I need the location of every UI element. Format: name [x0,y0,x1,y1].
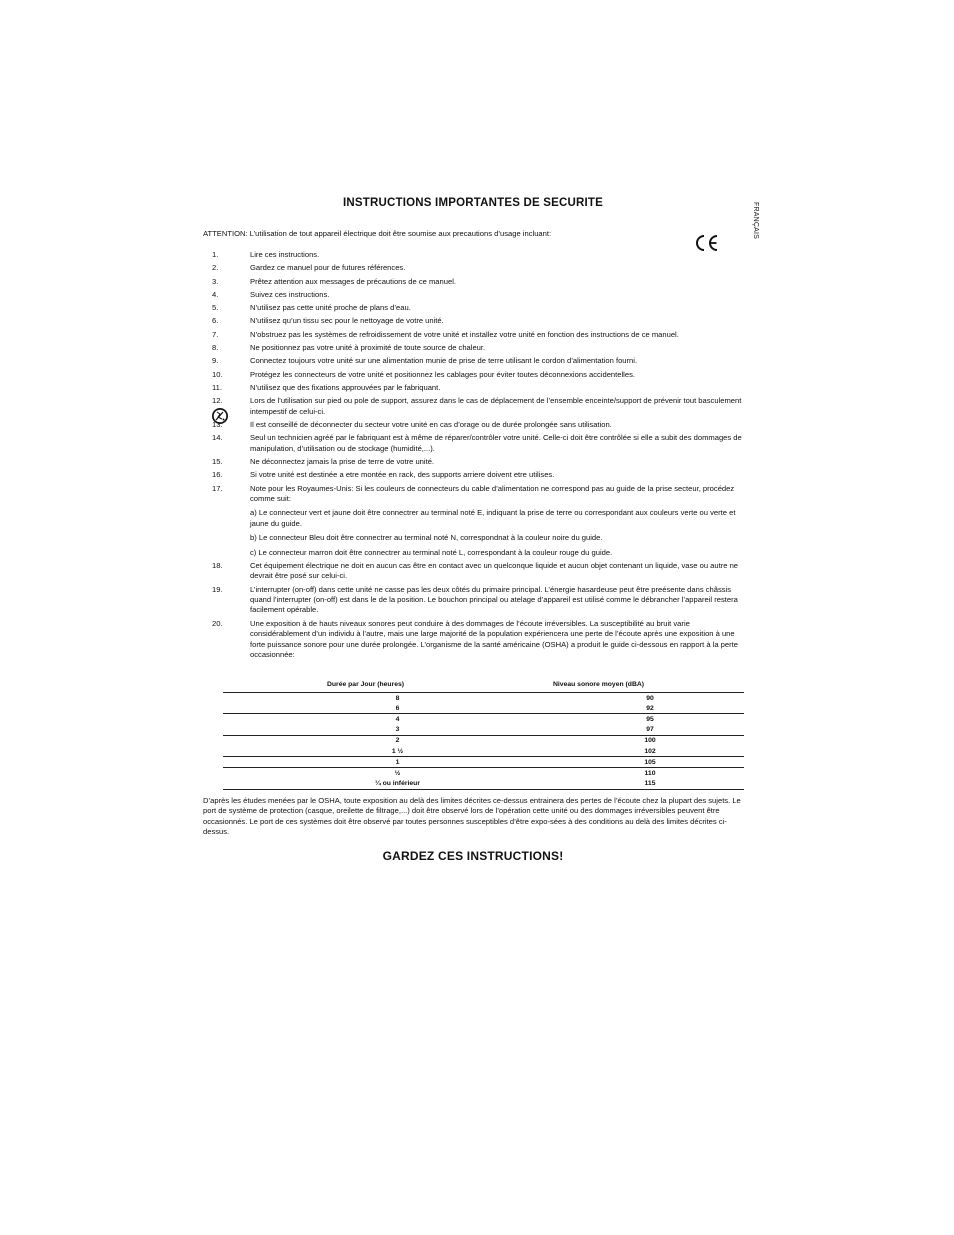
list-item [212,277,744,287]
level-cell: 97 [646,726,654,734]
list-item [212,343,744,353]
item-text: Cet équipement électrique ne doit en aucun cas être en contact avec un quelconque liquide et aucun objet contenant un liquide, vase ou autre ne devrait être posé sur celui-ci. [250,560,739,581]
table-row [223,746,744,756]
item-number: 6. [212,316,219,326]
list-item [212,316,744,326]
noise-exposure-table [223,676,744,790]
table-row [223,725,744,735]
item-text: L’interrupter (on-off) dans cette unité ne casse pas les deux côtés du primaire principal. L’énergie hasardeuse peut être preésente dans châssis quand l’interrupter (on-off) est dans le de la position. Le bouchon principal ou atelage d’appareil est utilisé comme le débrancher l’appareil restera facilement opérable. [250,584,738,615]
list-item [212,303,744,313]
item-number: 18. [212,560,223,570]
item-text: N’utilisez que des fixations approuvées par le fabriquant. [250,382,441,392]
list-item [212,330,744,340]
item-number: 8. [212,343,219,353]
list-item [212,457,744,467]
item-number: 10. [212,369,223,379]
list-item [212,484,744,558]
item-text: Note pour les Royaumes-Unis: Si les couleurs de connecteurs du cable d’alimentation ne correspond pas au guide de la prise secteur, procédez comme suit: [250,483,735,503]
duration-cell: 6 [395,704,400,712]
item-text: Si votre unité est destinée a etre montée en rack, des supports arriere doivent etre utilises. [250,470,555,480]
level-cell: 110 [644,769,656,777]
duration-cell: ¼ ou inférieur [375,780,420,788]
item-text: Lors de l’utilisation sur pied ou pole de support, assurez dans le cas de déplacement de l’ensemble enceinte/support de prévenir tout basculement intempestif de celui-ci. [250,396,742,416]
table-row [223,703,744,713]
item-subtext: a) Le connecteur vert et jaune doit être connectrer au terminal noté E, indiquant la prise de terre ou correspondant aux couleurs verte ou verte et jaune du guide. [250,508,736,528]
item-number: 9. [212,356,219,366]
list-item [212,619,744,661]
list-item [212,585,744,616]
item-text: Une exposition à de hauts niveaux sonores peut conduire à des dommages de l’écoute irréversibles. La susceptibilité au bruit varie considérablement d’un individu à l’autre, mais une large majorité de la population expériencera une perte de l’écoute après une exposition à une forte puissance sonore pour une durée prolongée. L’organisme de la santé américaine (OSHA) a produit le guide ci-dessous en rapport à la perte occasionnée: [250,618,738,659]
item-text: Suivez ces instructions. [250,289,330,299]
list-item [212,250,744,260]
list-item [212,420,744,430]
list-item [212,263,744,273]
item-number: 20. [212,618,223,628]
item-text: Connectez toujours votre unité sur une alimentation munie de prise de terre utilisant le cordon d’alimentation fourni. [250,356,638,366]
list-item [212,290,744,300]
page-title: INSTRUCTIONS IMPORTANTES DE SECURITE [343,197,603,209]
table-row [223,779,744,790]
table-row [223,756,744,767]
item-subtext: c) Le connecteur marron doit être connectrer au terminal noté L, correspondant à la couleur rouge du guide. [250,547,613,557]
osha-paragraph: D’après les études menées par le OSHA, toute exposition au delà des limites décrites ce-dessus entrainera des pertes de l’écoute chez la plupart des sujets. Le port de système de protection (casque, oreilette de filtrage,...) doit être observé lors de l’opération cette unité ou des dommages irréversibles peuvent être occasionnés. Le port de ces systèmes doit être observé par toutes personnes susceptibles d’être expo-sées à des conditions au delà des limites décrites ci-dessus. [203,796,741,836]
duration-cell: 8 [395,694,400,702]
item-text: Prêtez attention aux messages de précautions de ce manuel. [250,276,456,286]
list-item [212,561,744,582]
item-text: N’obstruez pas les systèmes de refroidissement de votre unité et installez votre unité en fonction des instructions de ce manuel. [250,329,679,339]
list-item [212,370,744,380]
level-cell: 92 [646,704,654,712]
item-number: 7. [212,329,219,339]
level-cell: 102 [644,747,656,755]
duration-cell: 1 ½ [391,747,404,755]
list-item [212,383,744,393]
level-cell: 105 [644,758,656,766]
item-text: Seul un technicien agréé par le fabriquant est à même de réparer/contrôler votre unité. Celle-ci doit être contrôlée si elle a subit des dommages de manipulation, d’utilisation ou de stockage (humidité,...). [250,433,742,453]
item-number: 5. [212,303,219,313]
item-subtext: b) Le connecteur Bleu doit être connectrer au terminal noté N, correspondnat à la couleur noire du guide. [250,533,603,543]
keep-instructions-title: GARDEZ CES INSTRUCTIONS! [382,849,564,863]
table-row [223,713,744,724]
duration-cell: 4 [395,715,400,723]
safety-instructions-list [212,250,744,663]
item-number: 13. [212,419,223,429]
duration-cell: 3 [395,726,400,734]
item-number: 16. [212,470,223,480]
item-number: 17. [212,483,223,493]
list-item [212,433,744,454]
item-number: 15. [212,456,223,466]
table-row [223,692,744,703]
list-item [212,356,744,366]
duration-cell: 2 [395,737,400,745]
item-text: Protégez les connecteurs de votre unité et positionnez les cablages pour éviter toutes déconnexions accidentelles. [250,369,635,379]
item-number: 1. [212,250,219,259]
duration-cell: ½ [394,769,401,777]
item-text: Il est conseillé de déconnecter du secteur votre unité en cas d’orage ou de durée prolongée sans utilisation. [250,419,612,429]
level-cell: 115 [644,780,656,788]
table-row [223,767,744,778]
list-item [212,396,744,417]
header-level: Niveau sonore moyen (dBA) [553,680,645,688]
header-duration: Durée par Jour (heures) [327,680,405,688]
item-text: Lire ces instructions. [250,250,320,259]
item-number: 12. [212,396,223,406]
level-cell: 100 [644,737,656,745]
table-header [223,676,744,692]
item-text: Ne positionnez pas votre unité à proximité de toute source de chaleur. [250,343,486,353]
item-text: Ne déconnectez jamais la prise de terre de votre unité. [250,456,435,466]
item-number: 4. [212,289,219,299]
item-number: 19. [212,584,223,594]
attention-line: ATTENTION: L’utilisation de tout appareil électrique doit être soumise aux precautions d’usage incluant: [203,229,552,238]
level-cell: 95 [646,715,654,723]
language-side-label: FRANÇAIS [752,202,759,239]
item-number: 14. [212,433,223,443]
table-row [223,735,744,746]
duration-cell: 1 [395,758,400,766]
list-item [212,470,744,480]
item-number: 11. [212,382,222,392]
item-text: Gardez ce manuel pour de futures références. [250,263,406,273]
item-text: N’utilisez qu’un tissu sec pour le nettoyage de votre unité. [250,316,444,326]
item-number: 3. [212,276,219,286]
level-cell: 90 [646,694,654,702]
item-text: N’utilisez pas cette unité proche de plans d’eau. [250,303,411,313]
item-number: 2. [212,263,219,273]
